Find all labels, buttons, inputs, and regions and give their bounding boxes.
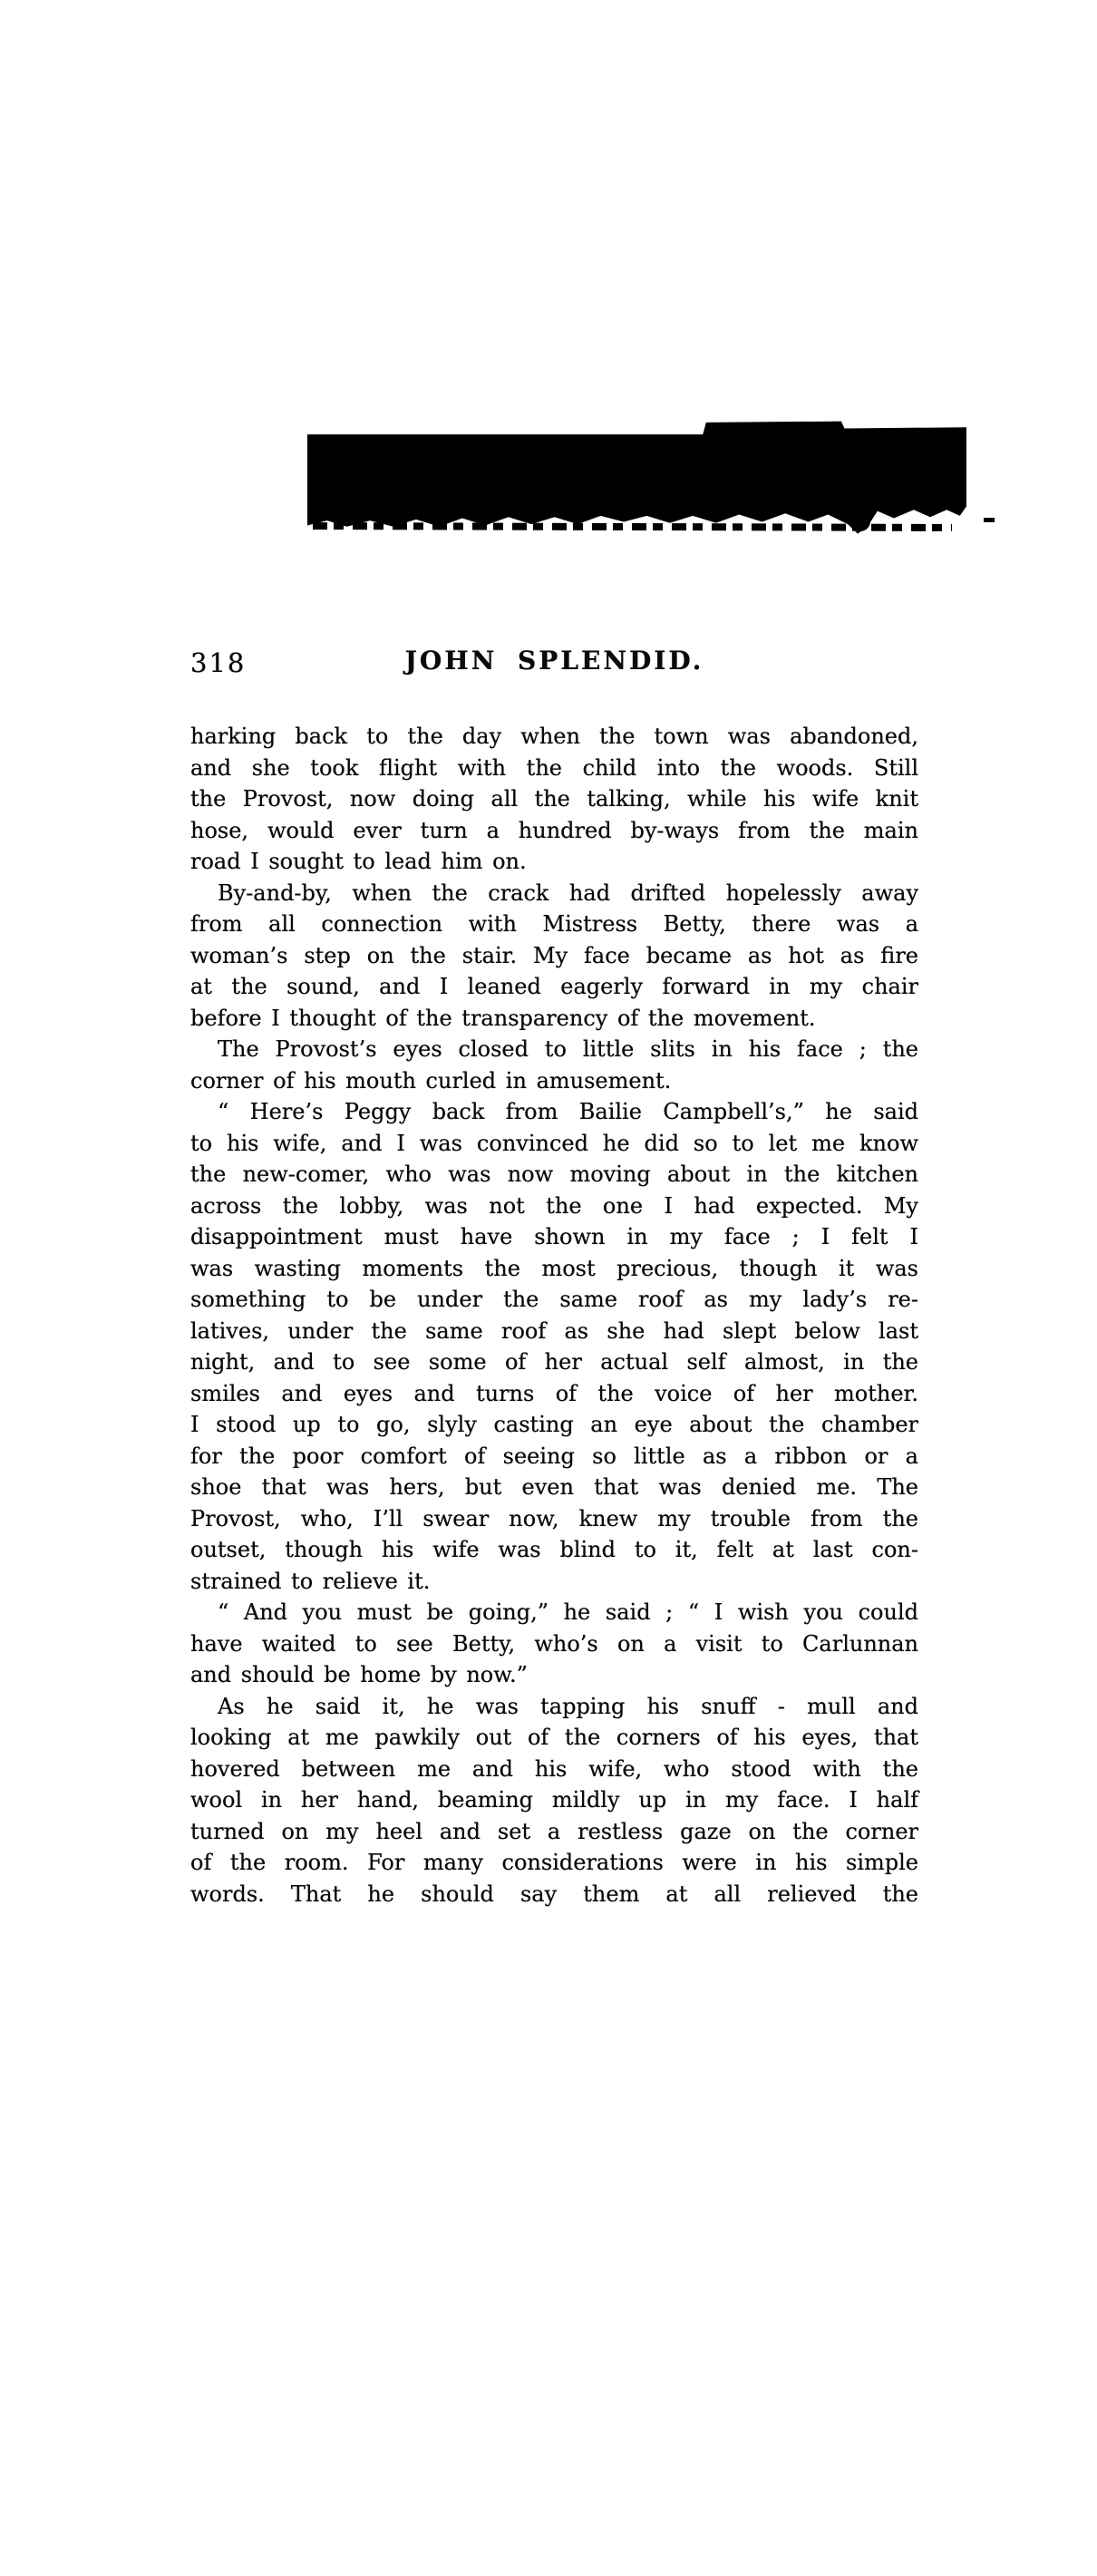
text-line: before I thought of the transparency of the movement. [190,1005,816,1031]
text-line: and should be home by now.” [190,1662,528,1687]
text-line: the Provost, now doing all the talking, while his wife knit [190,786,918,812]
text-line: was wasting moments the most precious, though it was [190,1255,918,1281]
text-line: The Provost’s eyes closed to little slits in his face ; the [218,1036,918,1062]
text-line: to his wife, and I was convinced he did so to let me know [190,1130,918,1156]
text-line: Provost, who, I’ll swear now, knew my trouble from the [190,1505,918,1531]
text-line: night, and to see some of her actual self almost, in the [190,1349,918,1375]
text-line: have waited to see Betty, who’s on a visit to Carlunnan [190,1630,918,1657]
text-line: hovered between me and his wife, who stood with the [190,1755,918,1782]
text-line: outset, though his wife was blind to it, felt at last con- [190,1537,918,1562]
text-line: “ And you must be going,” he said ; “ I wish you could [218,1599,918,1625]
text-line: the new-comer, who was now moving about in the kitchen [190,1162,918,1187]
text-line: wool in her hand, beaming mildly up in my face. I half [190,1787,918,1813]
text-line: and she took flight with the child into the woods. Still [190,754,918,781]
text-line: “ Here’s Peggy back from Bailie Campbell’s,” he said [218,1099,918,1124]
text-line: hose, would ever turn a hundred by-ways from the main [190,817,918,843]
text-line: from all connection with Mistress Betty, there was a [190,911,918,937]
page-number: 318 [190,647,247,678]
page-title: JOHN SPLENDID. [404,646,704,676]
text-line: words. That he should say them at all relieved the [190,1881,918,1907]
text-line: woman’s step on the stair. My face became as hot as fire [190,942,918,968]
text-line: for the poor comfort of seeing so little as a ribbon or a [190,1443,918,1469]
text-line: across the lobby, was not the one I had expected. My [190,1192,918,1219]
text-line: road I sought to lead him on. [190,849,527,874]
text-line: something to be under the same roof as my lady’s re- [190,1287,918,1312]
text-line: strained to relieve it. [190,1568,431,1594]
text-line: disappointment must have shown in my face ; I felt I [190,1224,918,1249]
text-line: looking at me pawkily out of the corners of his eyes, that [190,1725,918,1750]
text-line: smiles and eyes and turns of the voice of her mother. [190,1380,918,1406]
text-line: of the room. For many considerations were in his simple [190,1850,918,1875]
text-line: corner of his mouth curled in amusement. [190,1067,672,1094]
running-header [190,646,918,687]
body-text [190,721,918,1910]
text-line: harking back to the day when the town was abandoned, [190,724,918,749]
text-line: latives, under the same roof as she had slept below last [190,1317,918,1344]
text-line: I stood up to go, slyly casting an eye about the chamber [190,1412,918,1437]
text-line: at the sound, and I leaned eagerly forward in my chair [190,974,918,999]
redacted-block-ink-speck [984,518,995,522]
text-line: turned on my heel and set a restless gaze on the corner [190,1818,918,1844]
text-line: As he said it, he was tapping his snuff - mull and [218,1693,918,1719]
text-line: shoe that was hers, but even that was denied me. The [190,1474,918,1500]
text-line: By-and-by, when the crack had drifted hopelessly away [218,880,918,906]
